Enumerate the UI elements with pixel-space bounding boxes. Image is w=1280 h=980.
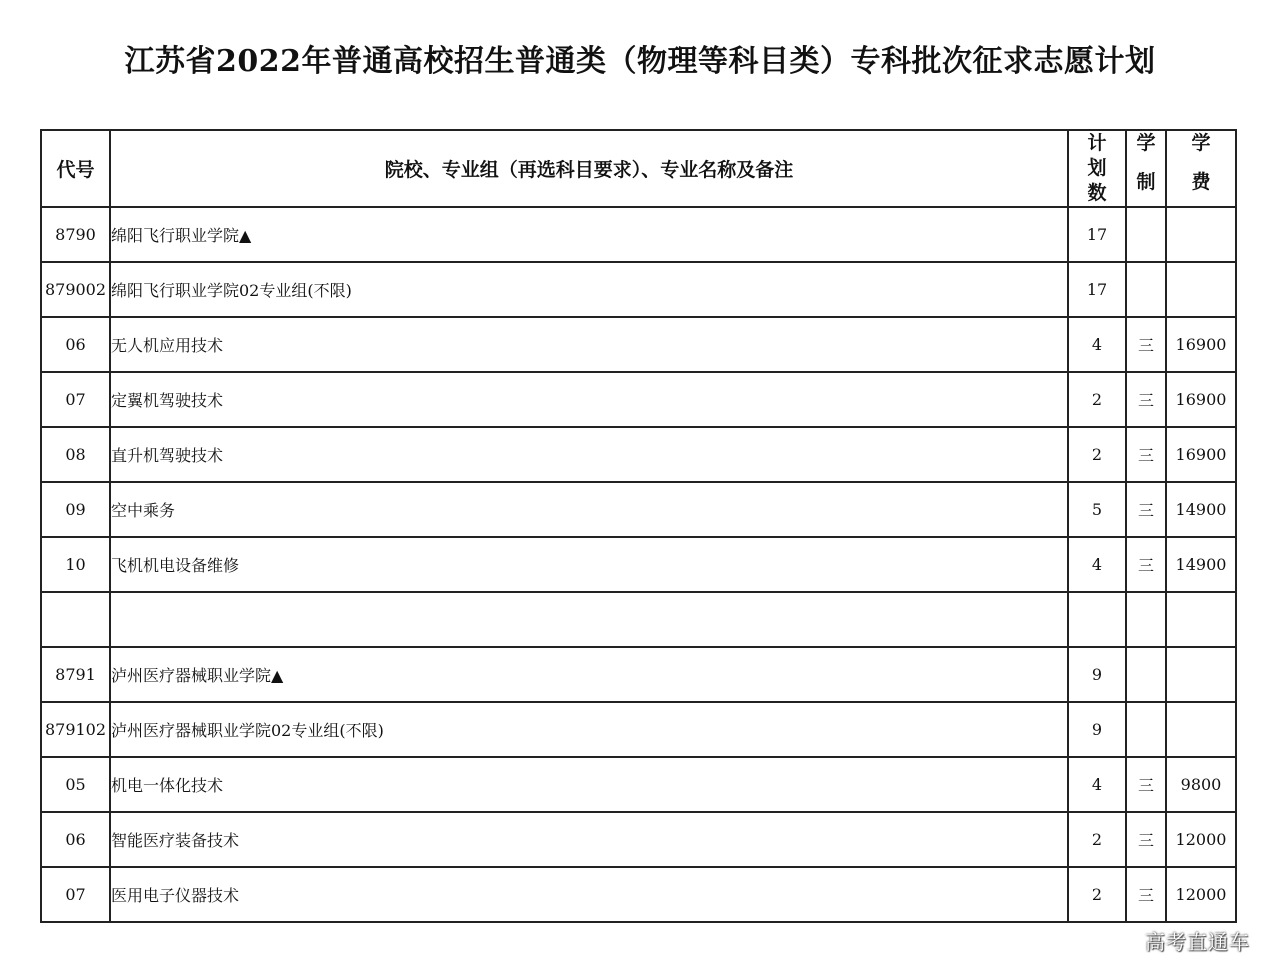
table-row-empty <box>41 592 1236 647</box>
header-plan-count-char: 计 <box>1087 132 1107 154</box>
cell-code: 09 <box>41 482 110 537</box>
cell-name: 医用电子仪器技术 <box>110 867 1068 922</box>
cell-fee: 12000 <box>1166 867 1236 922</box>
header-years <box>1126 130 1166 207</box>
table-row <box>41 812 1236 867</box>
header-fee <box>1166 130 1236 207</box>
cell-code: 879102 <box>41 702 110 757</box>
cell-name: 无人机应用技术 <box>110 317 1068 372</box>
header-plan-count <box>1068 130 1126 207</box>
cell-code: 06 <box>41 317 110 372</box>
table-row <box>41 867 1236 922</box>
cell-code: 879002 <box>41 262 110 317</box>
cell-years <box>1126 592 1166 647</box>
table-row <box>41 372 1236 427</box>
cell-years: 三 <box>1126 372 1166 427</box>
header-years-char: 学 <box>1136 132 1156 154</box>
header-code: 代号 <box>41 130 110 207</box>
cell-years <box>1126 702 1166 757</box>
cell-code: 05 <box>41 757 110 812</box>
cell-fee: 16900 <box>1166 372 1236 427</box>
cell-fee: 14900 <box>1166 482 1236 537</box>
cell-name: 飞机机电设备维修 <box>110 537 1068 592</box>
header-plan-count-char: 数 <box>1087 182 1107 204</box>
header-years-char: 制 <box>1136 171 1156 193</box>
cell-years <box>1126 207 1166 262</box>
cell-name: 泸州医疗器械职业学院02专业组(不限) <box>110 702 1068 757</box>
cell-fee <box>1166 702 1236 757</box>
cell-years: 三 <box>1126 812 1166 867</box>
table-row <box>41 482 1236 537</box>
cell-code: 07 <box>41 372 110 427</box>
cell-name: 空中乘务 <box>110 482 1068 537</box>
cell-code: 8791 <box>41 647 110 702</box>
cell-years: 三 <box>1126 537 1166 592</box>
cell-name: 绵阳飞行职业学院02专业组(不限) <box>110 262 1068 317</box>
header-fee-char: 学 <box>1191 132 1211 154</box>
cell-fee: 14900 <box>1166 537 1236 592</box>
cell-plan-count: 2 <box>1068 372 1126 427</box>
table-row <box>41 207 1236 262</box>
cell-code: 8790 <box>41 207 110 262</box>
cell-plan-count: 2 <box>1068 867 1126 922</box>
cell-years: 三 <box>1126 757 1166 812</box>
table-row <box>41 262 1236 317</box>
cell-fee: 16900 <box>1166 317 1236 372</box>
header-fee-char: 费 <box>1191 171 1211 193</box>
cell-fee: 12000 <box>1166 812 1236 867</box>
table-row <box>41 757 1236 812</box>
page-title: 江苏省2022年普通高校招生普通类（物理等科目类）专科批次征求志愿计划 <box>124 44 1156 79</box>
header-name: 院校、专业组（再选科目要求）、专业名称及备注 <box>110 130 1068 207</box>
cell-years: 三 <box>1126 482 1166 537</box>
cell-fee <box>1166 592 1236 647</box>
cell-years: 三 <box>1126 317 1166 372</box>
cell-plan-count: 9 <box>1068 647 1126 702</box>
table-row <box>41 317 1236 372</box>
cell-name: 泸州医疗器械职业学院▲ <box>110 647 1068 702</box>
cell-plan-count: 4 <box>1068 537 1126 592</box>
header-plan-count-char: 划 <box>1087 157 1107 179</box>
cell-plan-count: 4 <box>1068 317 1126 372</box>
cell-fee <box>1166 647 1236 702</box>
table-row <box>41 647 1236 702</box>
cell-plan-count <box>1068 592 1126 647</box>
watermark-text: 高考直通车 <box>1145 930 1250 954</box>
cell-plan-count: 2 <box>1068 812 1126 867</box>
cell-plan-count: 17 <box>1068 207 1126 262</box>
cell-name: 智能医疗装备技术 <box>110 812 1068 867</box>
cell-years <box>1126 647 1166 702</box>
table-row <box>41 702 1236 757</box>
cell-fee <box>1166 207 1236 262</box>
cell-name: 定翼机驾驶技术 <box>110 372 1068 427</box>
table-row <box>41 537 1236 592</box>
cell-code: 06 <box>41 812 110 867</box>
table-row <box>41 427 1236 482</box>
cell-name: 绵阳飞行职业学院▲ <box>110 207 1068 262</box>
cell-fee: 16900 <box>1166 427 1236 482</box>
cell-code: 07 <box>41 867 110 922</box>
cell-name: 机电一体化技术 <box>110 757 1068 812</box>
cell-years <box>1126 262 1166 317</box>
enrollment-plan-table <box>40 129 1237 923</box>
cell-name <box>110 592 1068 647</box>
cell-fee <box>1166 262 1236 317</box>
cell-years: 三 <box>1126 867 1166 922</box>
cell-plan-count: 5 <box>1068 482 1126 537</box>
cell-code: 10 <box>41 537 110 592</box>
table-header-row <box>41 130 1236 207</box>
cell-years: 三 <box>1126 427 1166 482</box>
cell-plan-count: 2 <box>1068 427 1126 482</box>
cell-plan-count: 17 <box>1068 262 1126 317</box>
cell-name: 直升机驾驶技术 <box>110 427 1068 482</box>
cell-plan-count: 4 <box>1068 757 1126 812</box>
cell-code <box>41 592 110 647</box>
cell-code: 08 <box>41 427 110 482</box>
cell-fee: 9800 <box>1166 757 1236 812</box>
cell-plan-count: 9 <box>1068 702 1126 757</box>
